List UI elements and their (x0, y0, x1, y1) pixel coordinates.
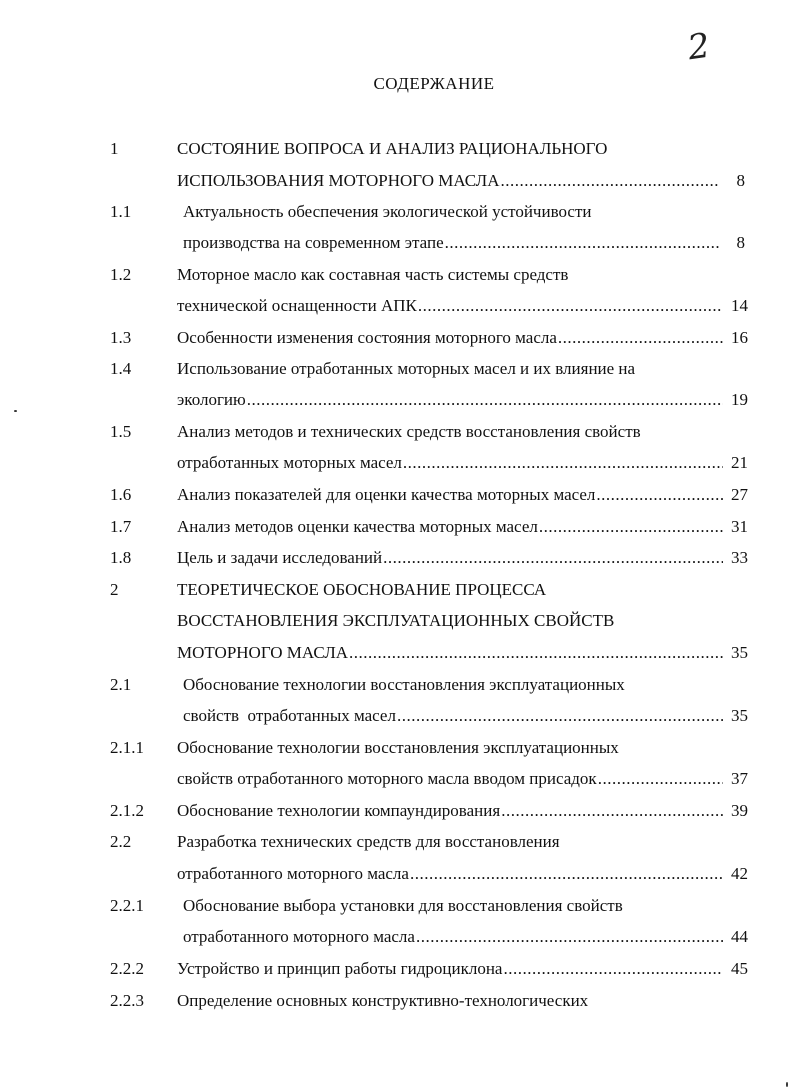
toc-entry-number: 2.2.1 (110, 896, 144, 915)
toc-entry-leader (177, 452, 748, 474)
toc-entry-leader (177, 295, 748, 317)
toc-entry-text: отработанного моторного масла (177, 864, 409, 883)
toc-entry-text: Разработка технических средств для восстановления (177, 832, 560, 851)
toc-entry-number: 1.7 (110, 517, 132, 536)
toc-entry-page: 31 (731, 517, 748, 536)
toc-entry-text: Анализ методов и технических средств восстановления свойств (177, 422, 641, 441)
toc-entry-leader (177, 327, 748, 349)
toc-entry-number: 1.6 (110, 485, 132, 504)
toc-entry-text: ТЕОРЕТИЧЕСКОЕ ОБОСНОВАНИЕ ПРОЦЕССА (177, 580, 547, 599)
toc-entry-page: 8 (736, 171, 745, 190)
toc-entry-page: 21 (731, 453, 748, 472)
toc-entry-number: 2.1 (110, 675, 132, 694)
toc-entry-text: Анализ показателей для оценки качества моторных масел (177, 485, 596, 504)
toc-entry-page: 37 (731, 769, 748, 788)
toc-entry-text: свойств отработанных масел (183, 706, 396, 725)
toc-entry-number: 1.3 (110, 328, 132, 347)
toc-entry-text: МОТОРНОГО МАСЛА (177, 643, 349, 662)
toc-entry-number: 2.2 (110, 832, 132, 851)
toc-entry-leader (177, 484, 748, 506)
toc-entry-page: 14 (731, 296, 748, 315)
toc-entry-leader (177, 863, 748, 885)
toc-entry-page: 19 (731, 390, 748, 409)
toc-entry-text: ИСПОЛЬЗОВАНИЯ МОТОРНОГО МАСЛА (177, 171, 500, 190)
toc-entry-text: Особенности изменения состояния моторного масла (177, 328, 557, 347)
toc-entry-page: 44 (731, 927, 748, 946)
toc-entry-number: 1.2 (110, 265, 132, 284)
toc-entry-page: 35 (731, 706, 748, 725)
toc-entry-text: Устройство и принцип работы гидроциклона (177, 959, 503, 978)
toc-entry-text: отработанного моторного масла (183, 927, 415, 946)
toc-entry-text: экологию (177, 390, 246, 409)
toc-entry-leader (177, 642, 748, 664)
toc-entry-text: отработанных моторных масел (177, 453, 402, 472)
toc-entry-text: Цель и задачи исследований (177, 548, 383, 567)
toc-entry-leader (177, 516, 748, 538)
toc-entry-leader (177, 800, 748, 822)
toc-entry-number: 1.8 (110, 548, 132, 567)
toc-entry-page: 45 (731, 959, 748, 978)
toc-entry-leader (177, 170, 745, 192)
toc-entry-text: Обоснование технологии компаундирования (177, 801, 501, 820)
toc-entry-page: 35 (731, 643, 748, 662)
toc-entry-leader (177, 958, 748, 980)
toc-entry-number: 2.1.1 (110, 738, 144, 757)
toc-entry-number: 1.1 (110, 202, 132, 221)
toc-entry-leader (177, 389, 748, 411)
toc-entry-text: производства на современном этапе (183, 233, 444, 252)
page-title: СОДЕРЖАНИЕ (373, 74, 495, 93)
toc-entry-text: технической оснащенности АПК (177, 296, 417, 315)
toc-entry-text: Использование отработанных моторных масел и их влияние на (177, 359, 636, 378)
toc-entry-text: Моторное масло как составная часть системы средств (177, 265, 569, 284)
toc-entry-leader (183, 926, 748, 948)
toc-entry-number: 1 (110, 139, 119, 158)
toc-entry-number: 2 (110, 580, 119, 599)
toc-entry-page: 8 (736, 233, 745, 252)
toc-entry-text: ВОССТАНОВЛЕНИЯ ЭКСПЛУАТАЦИОННЫХ СВОЙСТВ (177, 611, 615, 630)
toc-entry-page: 39 (731, 801, 748, 820)
toc-entry-number: 2.2.3 (110, 991, 144, 1010)
toc-entry-leader (177, 768, 748, 790)
toc-entry-text: СОСТОЯНИЕ ВОПРОСА И АНАЛИЗ РАЦИОНАЛЬНОГО (177, 139, 608, 158)
toc-entry-text: Актуальность обеспечения экологической устойчивости (183, 202, 592, 221)
toc-entry-text: Определение основных конструктивно-технологических (177, 991, 589, 1010)
toc-entry-text: Обоснование выбора установки для восстановления свойств (183, 896, 623, 915)
toc-entry-text: свойств отработанного моторного масла вводом присадок (177, 769, 597, 788)
toc-entry-number: 1.5 (110, 422, 132, 441)
toc-entry-leader (183, 232, 745, 254)
toc-entry-text: Обоснование технологии восстановления эксплуатационных (177, 738, 619, 757)
toc-entry-page: 16 (731, 328, 748, 347)
handwritten-page-number: 2 (685, 25, 713, 69)
toc-entry-page: 33 (731, 548, 748, 567)
scan-speck (786, 1082, 788, 1087)
toc-entry-number: 1.4 (110, 359, 132, 378)
toc-entry-page: 27 (731, 485, 748, 504)
toc-entry-page: 42 (731, 864, 748, 883)
toc-entry-number: 2.2.2 (110, 959, 144, 978)
toc-entry-text: Анализ методов оценки качества моторных масел (177, 517, 538, 536)
scan-speck (14, 410, 17, 412)
toc-entry-leader (177, 547, 748, 569)
toc-entry-leader (183, 705, 748, 727)
toc-entry-text: Обоснование технологии восстановления эксплуатационных (183, 675, 625, 694)
toc-entry-number: 2.1.2 (110, 801, 144, 820)
